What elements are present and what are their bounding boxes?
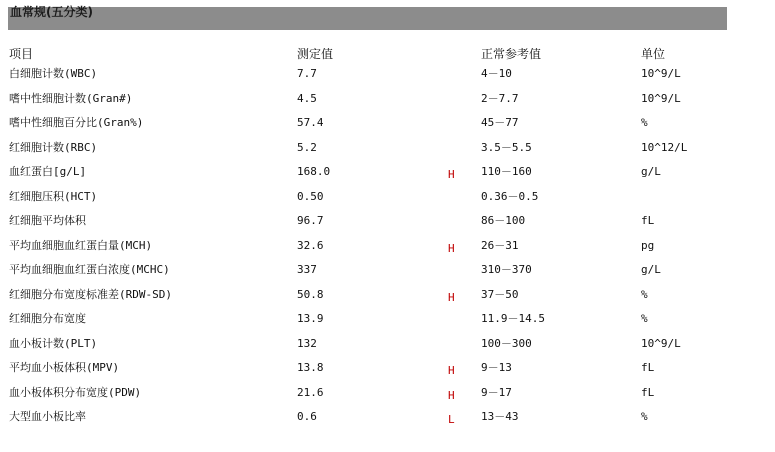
row-item: 平均血细胞血红蛋白量(MCH) bbox=[9, 239, 153, 252]
row-item: 红细胞分布宽度标准差(RDW-SD) bbox=[9, 288, 172, 301]
table-header bbox=[0, 45, 775, 63]
row-unit: % bbox=[641, 410, 648, 423]
table-row bbox=[0, 114, 775, 132]
row-unit: fL bbox=[641, 214, 655, 227]
row-unit: % bbox=[641, 116, 648, 129]
table-row bbox=[0, 384, 775, 402]
row-reference: 4－10 bbox=[481, 67, 512, 80]
row-reference: 45－77 bbox=[481, 116, 519, 129]
row-item: 红细胞平均体积 bbox=[9, 214, 86, 227]
row-value: 132 bbox=[297, 337, 317, 350]
row-unit: 10^9/L bbox=[641, 67, 681, 80]
row-reference: 9－17 bbox=[481, 386, 512, 399]
row-item: 嗜中性细胞百分比(Gran%) bbox=[9, 116, 144, 129]
row-value: 337 bbox=[297, 263, 317, 276]
header-unit: 单位 bbox=[641, 47, 666, 61]
row-unit: g/L bbox=[641, 165, 661, 178]
header-item: 项目 bbox=[9, 47, 34, 61]
row-reference: 0.36－0.5 bbox=[481, 190, 539, 203]
row-unit: % bbox=[641, 288, 648, 301]
table-row bbox=[0, 90, 775, 108]
row-item: 红细胞分布宽度 bbox=[9, 312, 86, 325]
row-item: 血红蛋白[g/L] bbox=[9, 165, 87, 178]
table-row bbox=[0, 335, 775, 353]
row-reference: 37－50 bbox=[481, 288, 519, 301]
table-row bbox=[0, 163, 775, 181]
row-flag: H bbox=[448, 168, 455, 181]
row-flag: L bbox=[448, 413, 455, 426]
table-row bbox=[0, 408, 775, 426]
row-unit: fL bbox=[641, 361, 655, 374]
table-row bbox=[0, 237, 775, 255]
table-row bbox=[0, 139, 775, 157]
row-item: 白细胞计数(WBC) bbox=[9, 67, 98, 80]
row-unit: g/L bbox=[641, 263, 661, 276]
row-item: 大型血小板比率 bbox=[9, 410, 86, 423]
row-reference: 9－13 bbox=[481, 361, 512, 374]
row-value: 4.5 bbox=[297, 92, 317, 105]
row-item: 平均血小板体积(MPV) bbox=[9, 361, 120, 374]
row-reference: 13－43 bbox=[481, 410, 519, 423]
row-value: 0.6 bbox=[297, 410, 317, 423]
row-flag: H bbox=[448, 291, 455, 304]
row-value: 13.9 bbox=[297, 312, 324, 325]
table-row bbox=[0, 261, 775, 279]
row-value: 5.2 bbox=[297, 141, 317, 154]
row-item: 血小板计数(PLT) bbox=[9, 337, 98, 350]
row-value: 96.7 bbox=[297, 214, 324, 227]
row-unit: pg bbox=[641, 239, 655, 252]
row-reference: 11.9－14.5 bbox=[481, 312, 545, 325]
row-flag: H bbox=[448, 364, 455, 377]
section-title: 血常规(五分类) bbox=[10, 5, 93, 19]
header-value: 测定值 bbox=[297, 47, 334, 61]
header-reference: 正常参考值 bbox=[481, 47, 542, 61]
row-value: 7.7 bbox=[297, 67, 317, 80]
table-row bbox=[0, 188, 775, 206]
table-row bbox=[0, 359, 775, 377]
row-item: 红细胞计数(RBC) bbox=[9, 141, 98, 154]
row-value: 0.50 bbox=[297, 190, 324, 203]
row-value: 32.6 bbox=[297, 239, 324, 252]
row-reference: 2－7.7 bbox=[481, 92, 519, 105]
row-flag: H bbox=[448, 242, 455, 255]
row-item: 红细胞压积(HCT) bbox=[9, 190, 98, 203]
row-flag: H bbox=[448, 389, 455, 402]
row-unit: fL bbox=[641, 386, 655, 399]
row-reference: 26－31 bbox=[481, 239, 519, 252]
row-value: 50.8 bbox=[297, 288, 324, 301]
row-unit: 10^9/L bbox=[641, 337, 681, 350]
row-value: 168.0 bbox=[297, 165, 331, 178]
row-unit: 10^9/L bbox=[641, 92, 681, 105]
table-row bbox=[0, 310, 775, 328]
table-row bbox=[0, 212, 775, 230]
table-row bbox=[0, 65, 775, 83]
row-item: 嗜中性细胞计数(Gran#) bbox=[9, 92, 133, 105]
row-reference: 100－300 bbox=[481, 337, 532, 350]
row-value: 21.6 bbox=[297, 386, 324, 399]
row-unit: % bbox=[641, 312, 648, 325]
row-item: 平均血细胞血红蛋白浓度(MCHC) bbox=[9, 263, 170, 276]
row-item: 血小板体积分布宽度(PDW) bbox=[9, 386, 142, 399]
row-reference: 110－160 bbox=[481, 165, 532, 178]
row-reference: 310－370 bbox=[481, 263, 532, 276]
row-reference: 3.5－5.5 bbox=[481, 141, 532, 154]
table-row bbox=[0, 286, 775, 304]
row-value: 57.4 bbox=[297, 116, 324, 129]
row-reference: 86－100 bbox=[481, 214, 526, 227]
row-unit: 10^12/L bbox=[641, 141, 688, 154]
row-value: 13.8 bbox=[297, 361, 324, 374]
